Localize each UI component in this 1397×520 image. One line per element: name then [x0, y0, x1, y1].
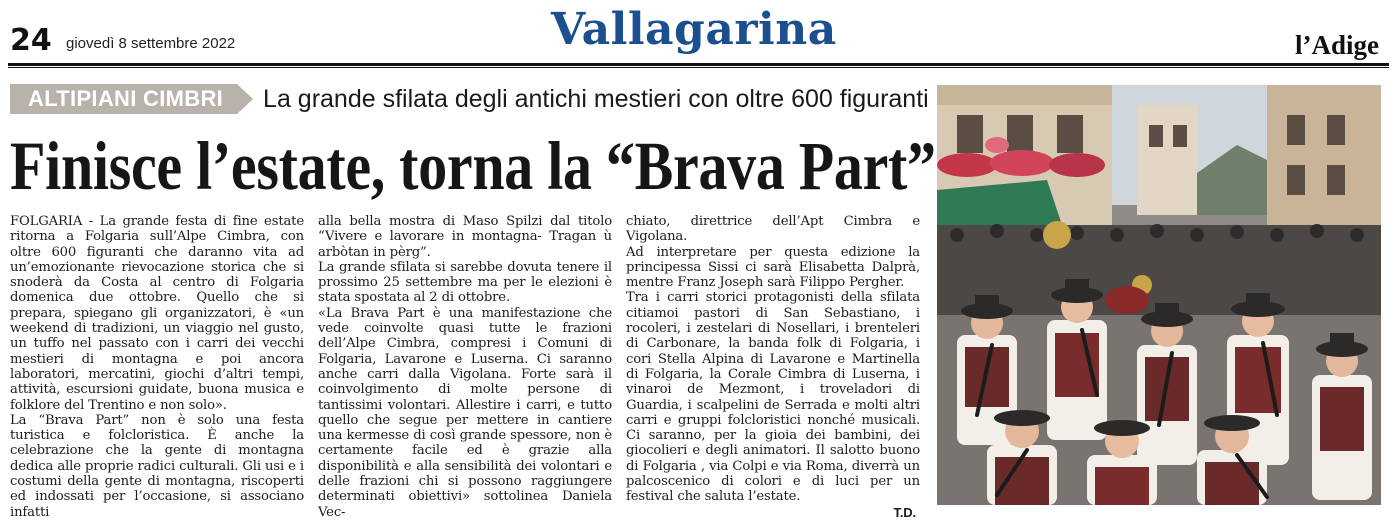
page-number: 24: [10, 23, 52, 58]
article-paragraph: alla bella mostra di Maso Spilzi dal titolo “Vivere e lavorare in montagna- Tragan ù arbòtan in pèrg”.: [318, 214, 612, 260]
article-paragraph: FOLGARIA - La grande festa di fine estate ritorna a Folgaria sull’Alpe Cimbra, con oltre 600 figuranti che daranno vita ad un’emozionante rievocazione storica che si snoderà da Costa al centro di Folgaria domenica due ottobre. Quello che si prepara, spiegano gli organizzatori, è «un weekend di tradizioni, un viaggio nel gusto, un tuffo nel passato con i carri dei vecchi mestieri di montagna e poi ancora laboratori, mercatini, giochi d’altri tempi, attività, escursioni guidate, buona musica e folklore del Trentino e non solo».: [10, 214, 304, 413]
article-paragraph: Tra i carri storici protagonisti della sfilata citiamoi pastori di San Sebastiano, i rocoleri, i zestelari di Nosellari, i brenteleri di Carbonare, la banda folk di Folgaria, i cori Stella Alpina di Lavarone e Martinella di Folgaria, la Corale Cimbra di Luserna, i vinaroi de Mezmont, i troveladori di Guardia, i scalpelini de Serrada e molti altri carri e gruppi folcloristici nonché musicali. Ci saranno, per la gioia dei bambini, dei giocolieri e degli animatori. Il salotto buono di Folgaria , via Colpi e via Roma, diverrà un palcoscenico di colori e di luci per un festival che saluta l’estate.: [626, 290, 920, 505]
article-headline: Finisce l’estate, torna la “Brava Part”: [10, 127, 936, 205]
article-kicker: [10, 84, 929, 114]
section-title: Vallagarina: [551, 4, 837, 55]
article-column-1: [10, 214, 304, 520]
newspaper-name: l’Adige: [1295, 30, 1379, 60]
article-column-3: [626, 214, 920, 520]
publication-date: giovedì 8 settembre 2022: [66, 35, 236, 52]
article-paragraph: Ad interpretare per questa edizione la principessa Sissi ci sarà Elisabetta Dalprà, mentre Franz Joseph sarà Filippo Pergher.: [626, 244, 920, 291]
kicker-tag: ALTIPIANI CIMBRI: [10, 84, 237, 114]
kicker-subheadline: La grande sfilata degli antichi mestieri con oltre 600 figuranti: [263, 85, 929, 113]
masthead-rule: [8, 63, 1389, 66]
article-paragraph: «La Brava Part è una manifestazione che vede coinvolte quasi tutte le frazioni dell’Alpe Cimbra, compresi i Comuni di Folgaria, Lavarone e Luserna. Ci saranno anche carri dalla Vigolana. Forte sarà il coinvolgimento di molte persone di tantissimi volontari. Allestire i carri, e tutto quello che segue per mettere in cantiere una kermesse di così grande spessore, non è certamente facile ed è grazie alla disponibilità e alla sensibilità dei volontari e delle frazioni chi si possono raggiungere determinati obiettivi» sottolinea Daniela Vec-: [318, 305, 612, 520]
article-paragraph: La grande sfilata si sarebbe dovuta tenere il prossimo 25 settembre ma per le elezioni è stata spostata al 2 di ottobre.: [318, 259, 612, 306]
article-paragraph: La “Brava Part” non è solo una festa turistica e folcloristica. È anche la celebrazione che la gente di montagna dedica alle proprie radici culturali. Gli usi e i costumi della gente di montagna, riscoperti ed indossati per l’occasione, si associano infatti: [10, 412, 304, 520]
parade-photo-illustration: [937, 85, 1381, 505]
article-paragraph: chiato, direttrice dell’Apt Cimbra e Vigolana.: [626, 214, 920, 245]
article-body: [10, 214, 920, 520]
masthead-rule-thin: [8, 67, 1389, 68]
masthead: [0, 0, 1397, 68]
article-column-2: [318, 214, 612, 520]
parade-photo: [937, 85, 1381, 505]
author-signature: T.D.: [893, 504, 916, 520]
